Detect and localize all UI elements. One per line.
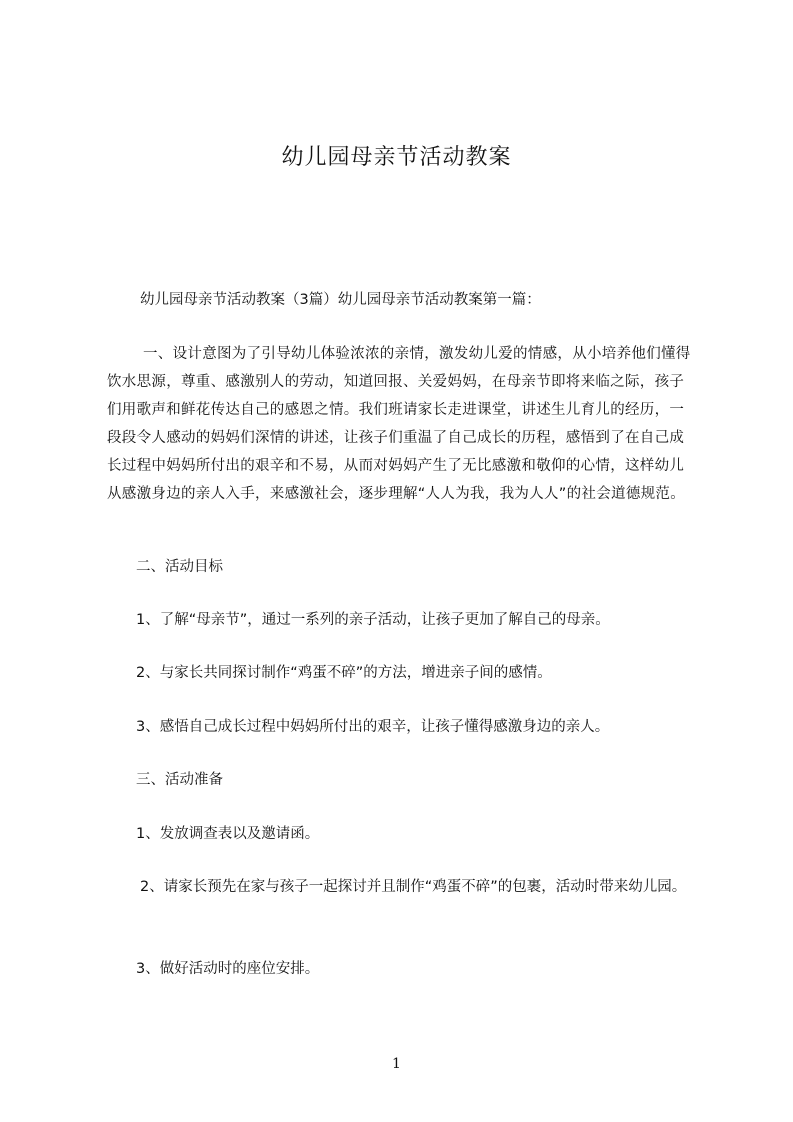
goal-item-3: 3、感悟自己成长过程中妈妈所付出的艰辛，让孩子懂得感激身边的亲人。 [136, 719, 610, 735]
goals-heading: 二、活动目标 [136, 559, 223, 575]
preparation-heading: 三、活动准备 [136, 772, 223, 788]
preparation-item-1: 1、发放调查表以及邀请函。 [136, 826, 320, 842]
goal-item-2: 2、与家长共同探讨制作“鸡蛋不碎”的方法，增进亲子间的感情。 [136, 665, 552, 681]
document-title: 幼儿园母亲节活动教案 [281, 145, 512, 170]
preparation-item-2: 2、请家长预先在家与孩子一起探讨并且制作“鸡蛋不碎”的包裹，活动时带来幼儿园。 [140, 879, 687, 895]
intro-paragraph: 幼儿园母亲节活动教案（3篇）幼儿园母亲节活动教案第一篇： [140, 292, 541, 308]
design-intent-paragraph: 一、设计意图为了引导幼儿体验浓浓的亲情，激发幼儿爱的情感，从小培养他们懂得饮水思源，尊重、感激别人的劳动，知道回报、关爱妈妈，在母亲节即将来临之际，孩子们用歌声和鲜花传达自己的感恩之情。我们班请家长走进课堂，讲述生儿育儿的经历，一段段令人感动的妈妈们深情的讲述，让孩子们重温了自己成长的历程，感悟到了在自己成长过程中妈妈所付出的艰辛和不易，从而对妈妈产生了无比感激和敬仰的心情，这样幼儿从感激身边的亲人入手，来感激社会，逐步理解“人人为我，我为人人”的社会道德规范。 [107, 346, 691, 502]
preparation-item-3: 3、做好活动时的座位安排。 [136, 961, 320, 977]
page-number: 1 [392, 1056, 401, 1072]
goal-item-1: 1、了解“母亲节”，通过一系列的亲子活动，让孩子更加了解自己的母亲。 [136, 612, 610, 628]
